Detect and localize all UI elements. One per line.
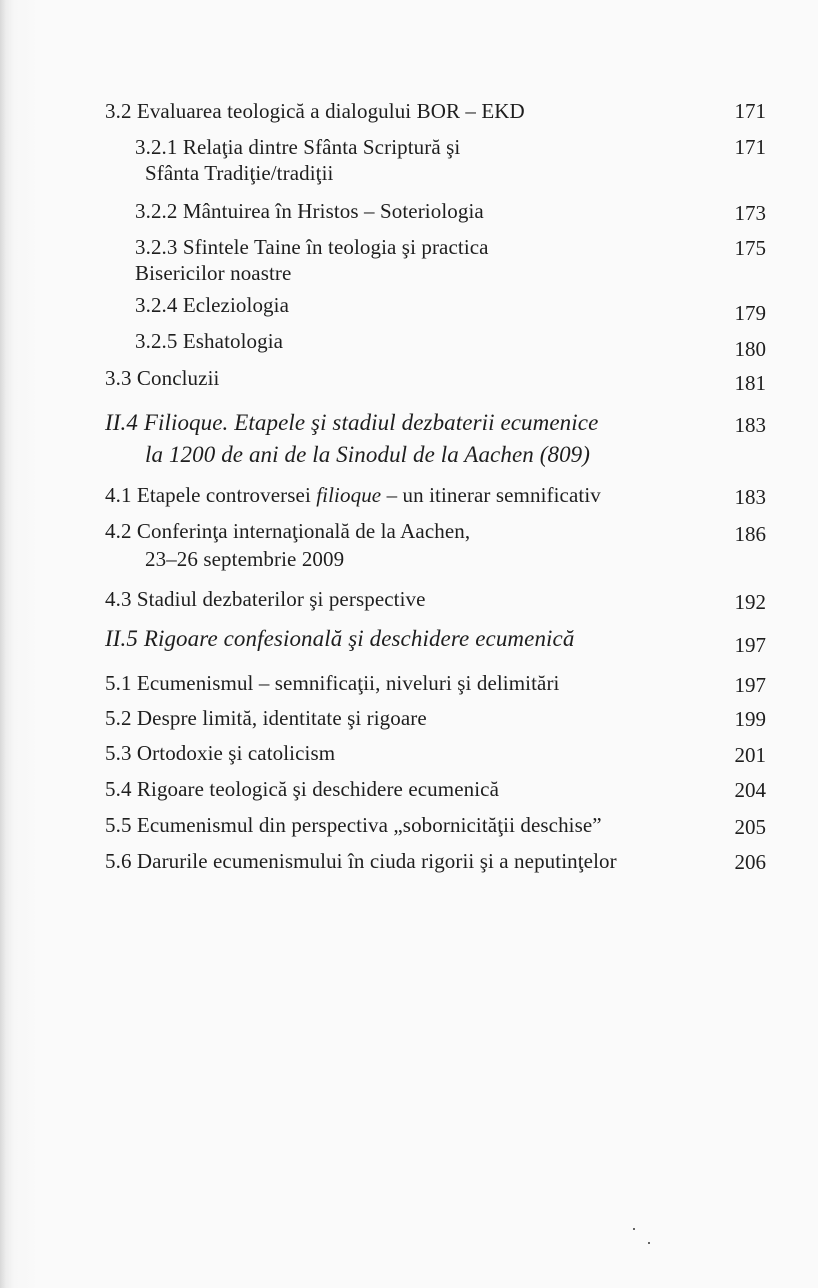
toc-page-3-2-5: 180 — [734, 337, 766, 361]
toc-page-4-3: 192 — [734, 590, 766, 614]
toc-page-3-3: 181 — [734, 371, 766, 395]
toc-entry-3-2-3-cont: Bisericilor noastre — [135, 261, 292, 285]
toc-page-5-6: 206 — [734, 850, 766, 874]
toc-page-5-5: 205 — [734, 815, 766, 839]
toc-entry-4-2-cont: 23–26 septembrie 2009 — [145, 547, 345, 571]
toc-entry-5-6: 5.6 Darurile ecumenismului în ciuda rigorii şi a neputinţelor — [105, 849, 617, 873]
toc-page-3-2-4: 179 — [734, 301, 766, 325]
toc-chapter-ii-5: II.5 Rigoare confesională şi deschidere ecumenică — [105, 626, 575, 651]
toc-page-5-4: 204 — [734, 778, 766, 802]
toc-entry-4-1-prefix: 4.1 Etapele controversei — [105, 483, 317, 507]
toc-entry-3-2: 3.2 Evaluarea teologică a dialogului BOR – EKD — [105, 99, 525, 123]
print-speck — [648, 1242, 650, 1244]
toc-page-4-1: 183 — [734, 485, 766, 509]
toc-entry-3-2-3: 3.2.3 Sfintele Taine în teologia şi practica — [135, 235, 489, 259]
toc-entry-5-2: 5.2 Despre limită, identitate şi rigoare — [105, 706, 427, 730]
toc-entry-4-1-italic: filioque — [316, 483, 382, 507]
toc-entry-5-3: 5.3 Ortodoxie şi catolicism — [105, 741, 336, 765]
toc-page-3-2-3: 175 — [734, 236, 766, 260]
toc-entry-3-2-1: 3.2.1 Relaţia dintre Sfânta Scriptură şi — [135, 135, 461, 159]
toc-entry-3-2-1-cont: Sfânta Tradiţie/tradiţii — [145, 161, 334, 185]
toc-entry-3-2-4: 3.2.4 Ecleziologia — [135, 293, 289, 317]
toc-entry-3-2-2: 3.2.2 Mântuirea în Hristos – Soteriologia — [135, 199, 484, 223]
toc-entry-5-1: 5.1 Ecumenismul – semnificaţii, niveluri şi delimitări — [105, 671, 560, 695]
toc-entry-5-5: 5.5 Ecumenismul din perspectiva „sobornicităţii deschise” — [105, 813, 602, 837]
toc-page-ii-4: 183 — [734, 413, 766, 437]
toc-page-3-2-2: 173 — [734, 201, 766, 225]
toc-page-3-2-1: 171 — [734, 135, 766, 159]
toc-chapter-ii-4: II.4 Filioque. Etapele şi stadiul dezbaterii ecumenice — [105, 410, 599, 435]
toc-entry-4-1 — [105, 482, 601, 508]
toc-entry-5-4: 5.4 Rigoare teologică şi deschidere ecumenică — [105, 777, 500, 801]
toc-entry-3-2-5: 3.2.5 Eshatologia — [135, 329, 284, 353]
toc-page-5-1: 197 — [734, 673, 766, 697]
toc-entry-4-2: 4.2 Conferinţa internaţională de la Aachen, — [105, 519, 471, 543]
toc-chapter-ii-4-cont: la 1200 de ani de la Sinodul de la Aachen (809) — [145, 442, 591, 467]
toc-entry-4-3: 4.3 Stadiul dezbaterilor şi perspective — [105, 587, 426, 611]
toc-entry-3-3: 3.3 Concluzii — [105, 366, 220, 390]
toc-page-3-2: 171 — [734, 99, 766, 123]
toc-page-5-2: 199 — [734, 707, 766, 731]
toc-entry-4-1-suffix: – un itinerar semnificativ — [381, 483, 601, 507]
toc-page-5-3: 201 — [734, 743, 766, 767]
print-speck — [633, 1228, 635, 1230]
toc-page-4-2: 186 — [734, 522, 766, 546]
toc-page-ii-5: 197 — [734, 633, 766, 657]
